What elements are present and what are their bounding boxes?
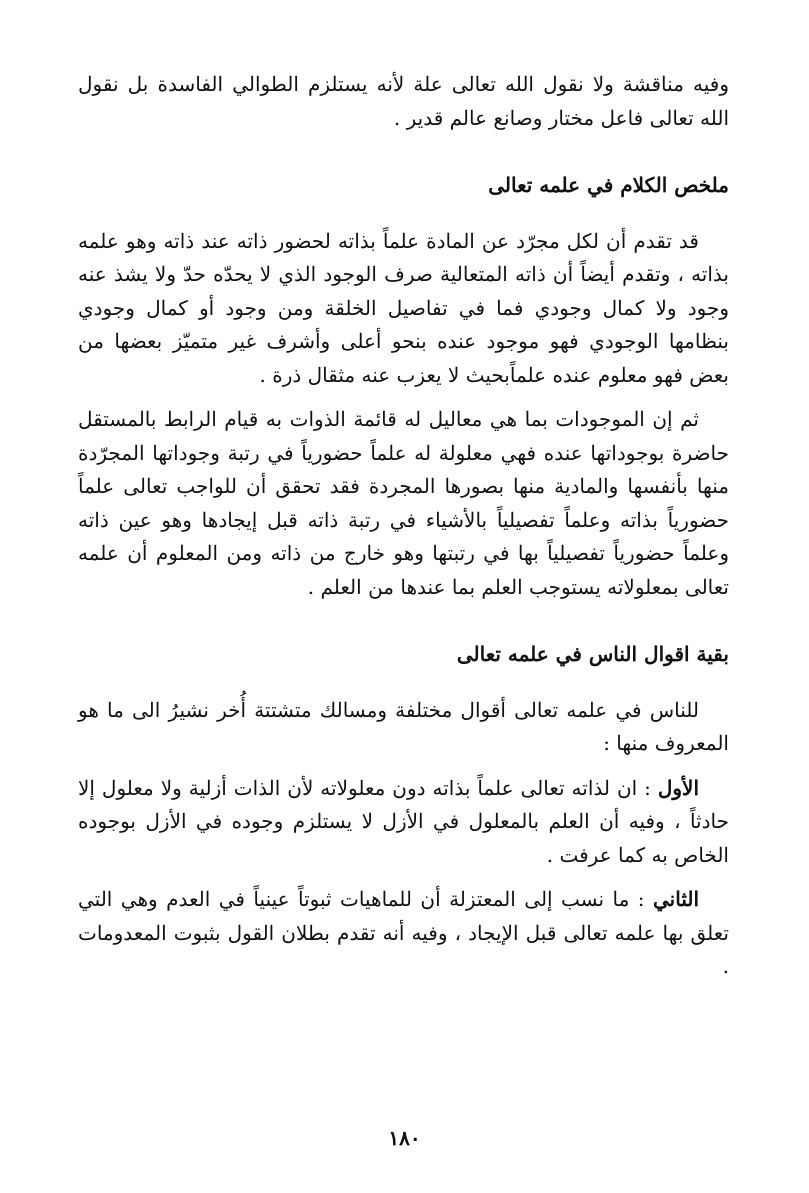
first-opinion-label: الأول xyxy=(657,775,699,800)
paragraph-intro: وفيه مناقشة ولا نقول الله تعالى علة لأنه يستلزم الطوالي الفاسدة بل نقول الله تعالى فاعل مختار وصانع عالم قدير . xyxy=(78,72,729,130)
paragraph-second-opinion xyxy=(78,883,729,984)
second-opinion-label: الثاني xyxy=(652,887,699,911)
first-opinion-text: : ان لذاته تعالى علماً بذاته دون معلولاته لأن الذات أزلية ولا معلول إلا حادثاً ، وفيه أن العلم بالمعلول في الأزل لا يستلزم وجوده في الأزل بوجوده الخاص به كما عرفت . xyxy=(78,775,729,867)
second-opinion-text: : ما نسب إلى المعتزلة أن للماهيات ثبوتاً عينياً في العدم وهي التي تعلق بها علمه تعالى قبل الإيجاد ، وفيه أنه تقدم بطلان القول بثبوت المعدومات . xyxy=(78,887,729,978)
paragraph-existents: ثم إن الموجودات بما هي معاليل له قائمة الذوات به قيام الرابط بالمستقل حاضرة بوجوداتها عنده فهي معلولة له علماً حضورياً في رتبة وجوداتها المجرّدة منها بأنفسها والمادية منها بصورها المجردة فقد تحقق أن للواجب تعالى علماً حضورياً بذاته وعلماً تفصيلياً بالأشياء في رتبة ذاته قبل إيجادها وهو عين ذاته وعلماً حضورياً تفصيلياً بها في رتبتها وهو خارج من ذاته ومن المعلوم أن علمه تعالى بمعلولاته يستوجب العلم بما عندها من العلم . xyxy=(78,407,730,599)
section-heading-opinions: بقية اقوال الناس في علمه تعالى xyxy=(456,642,729,666)
section-heading-summary: ملخص الكلام في علمه تعالى xyxy=(488,173,729,197)
paragraph-first-opinion xyxy=(78,772,729,873)
paragraph-opinions-intro: للناس في علمه تعالى أقوال مختلفة ومسالك متشتتة أُخر نشيرُ الى ما هو المعروف منها : xyxy=(78,697,729,755)
paragraph-summary: قد تقدم أن لكل مجرّد عن المادة علماً بذاته لحضور ذاته عند ذاته وهو علمه بذاته ، وتقدم أيضاً أن ذاته المتعالية صرف الوجود الذي لا يحدّه حدّ ولا يشذ عنه وجود ولا كمال وجودي فما في تفاصيل الخلقة ومن وجود أو كمال وجودي بنظامها الوجودي فهو موجود عنده بنحو أعلى وأشرف غير متميّز بعضها من بعض فهو معلوم عنده علماًبحيث لا يعزب عنه مثقال ذرة . xyxy=(78,228,729,387)
page-number: ١٨٠ xyxy=(388,1126,421,1150)
